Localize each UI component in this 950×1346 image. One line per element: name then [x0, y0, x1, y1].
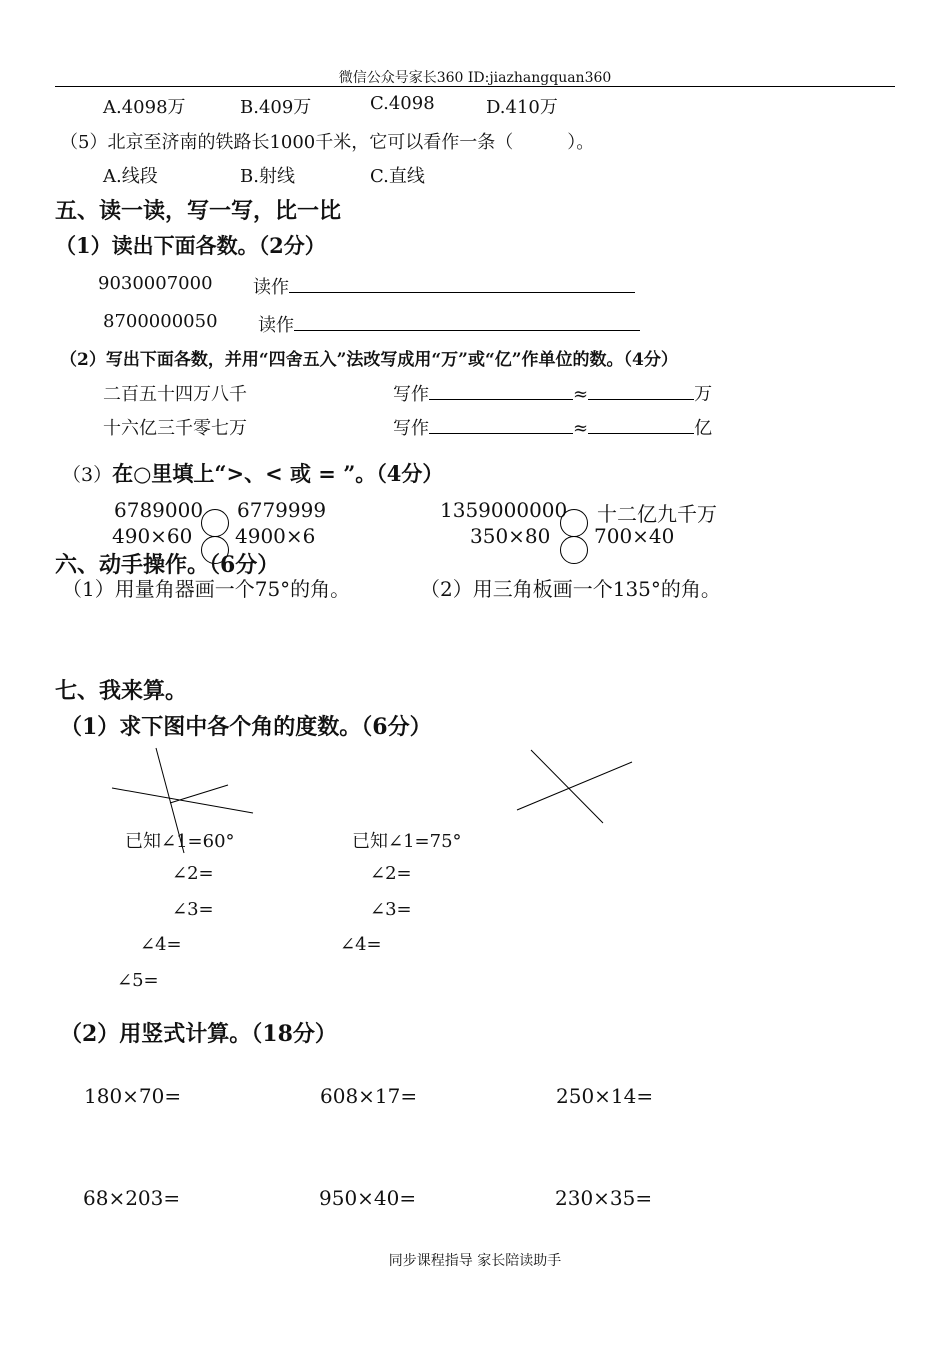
number-2: 8700000050 [103, 311, 218, 332]
approx-sign: ≈ [573, 418, 589, 439]
compare-right-1: 6779999 [237, 498, 327, 522]
number-1: 9030007000 [98, 273, 213, 294]
fig1-given: 已知∠1=60° [125, 831, 235, 852]
answer-blank[interactable] [588, 385, 694, 400]
read-row-1 [253, 273, 635, 299]
q5-option-a: A.线段 [103, 166, 158, 187]
read-label: 读作 [258, 315, 294, 336]
read-row-2 [258, 311, 640, 337]
page-footer: 同步课程指导 家长陪读助手 [388, 1253, 562, 1269]
option-c: C.4098 [370, 93, 435, 114]
figure-1-line-b [112, 788, 253, 813]
section-6-item-1: （1）用量角器画一个75°的角。 [62, 577, 351, 601]
section-7-part-2-title: （2）用竖式计算。（18分） [60, 1021, 337, 1047]
section-5-part-1-title: （1）读出下面各数。（2分） [55, 233, 326, 258]
q5-option-c: C.直线 [370, 166, 425, 187]
q5-option-b: B.射线 [240, 166, 295, 187]
calc-4: 68×203= [83, 1186, 181, 1210]
fig2-given: 已知∠1=75° [352, 831, 462, 852]
compare-left-3: 490×60 [112, 524, 193, 548]
approx-sign: ≈ [573, 384, 589, 405]
section-6-item-2: （2）用三角板画一个135°的角。 [420, 577, 721, 601]
write-row-1 [393, 380, 712, 406]
section-7-title: 七、我来算。 [55, 678, 188, 704]
figure-2-line-b [517, 762, 632, 810]
write-row-2 [393, 414, 712, 440]
page-header: 微信公众号家长360 ID:jiazhangquan360 [338, 70, 612, 86]
fig1-angle-4: ∠4= [140, 934, 182, 955]
question-5: （5）北京至济南的铁路长1000千米，它可以看作一条（ ）。 [60, 132, 595, 153]
words-2: 十六亿三千零七万 [103, 418, 247, 439]
header-divider [55, 86, 895, 87]
compare-left-4: 350×80 [470, 524, 551, 548]
fig1-angle-2: ∠2= [172, 863, 214, 884]
read-label: 读作 [253, 277, 289, 298]
compare-circle-2[interactable] [560, 509, 588, 537]
answer-blank[interactable] [429, 385, 573, 400]
fig1-angle-5: ∠5= [117, 970, 159, 991]
answer-blank[interactable] [294, 316, 640, 331]
part-number: （3） [62, 464, 113, 486]
section-5-part-3-title [62, 458, 443, 488]
angle-figure-2 [510, 745, 640, 830]
answer-blank[interactable] [289, 278, 635, 293]
fig2-angle-3: ∠3= [370, 899, 412, 920]
answer-blank[interactable] [429, 419, 573, 434]
section-5-title: 五、读一读，写一写，比一比 [55, 198, 342, 224]
section-7-part-1-title: （1）求下图中各个角的度数。（6分） [60, 714, 432, 740]
calc-1: 180×70= [84, 1084, 182, 1108]
option-a: A.4098万 [103, 97, 186, 118]
calc-3: 250×14= [556, 1084, 654, 1108]
section-5-part-2-title: （2）写出下面各数，并用“四舍五入”法改写成用“万”或“亿”作单位的数。（4分） [60, 350, 678, 370]
unit: 万 [694, 384, 713, 405]
compare-left-2: 1359000000 [440, 498, 568, 522]
unit: 亿 [694, 418, 713, 439]
fig2-angle-2: ∠2= [370, 863, 412, 884]
compare-left-1: 6789000 [114, 498, 204, 522]
part-text: 在○里填上“>、< 或 = ”。（4分） [112, 461, 444, 486]
words-1: 二百五十四万八千 [103, 384, 247, 405]
write-label: 写作 [393, 418, 429, 439]
compare-right-2: 十二亿九千万 [597, 502, 717, 526]
figure-2-line-a [531, 750, 603, 823]
compare-circle-1[interactable] [201, 509, 229, 537]
fig1-angle-3: ∠3= [172, 899, 214, 920]
fig2-angle-4: ∠4= [340, 934, 382, 955]
option-d: D.410万 [486, 97, 558, 118]
write-label: 写作 [393, 384, 429, 405]
calc-5: 950×40= [319, 1186, 417, 1210]
compare-circle-4[interactable] [560, 536, 588, 564]
calc-2: 608×17= [320, 1084, 418, 1108]
section-6-title: 六、动手操作。（6分） [55, 552, 280, 578]
compare-right-3: 4900×6 [235, 524, 316, 548]
option-b: B.409万 [240, 97, 312, 118]
calc-6: 230×35= [555, 1186, 653, 1210]
answer-blank[interactable] [588, 419, 694, 434]
compare-right-4: 700×40 [594, 524, 675, 548]
figure-1-line-c [170, 785, 228, 803]
